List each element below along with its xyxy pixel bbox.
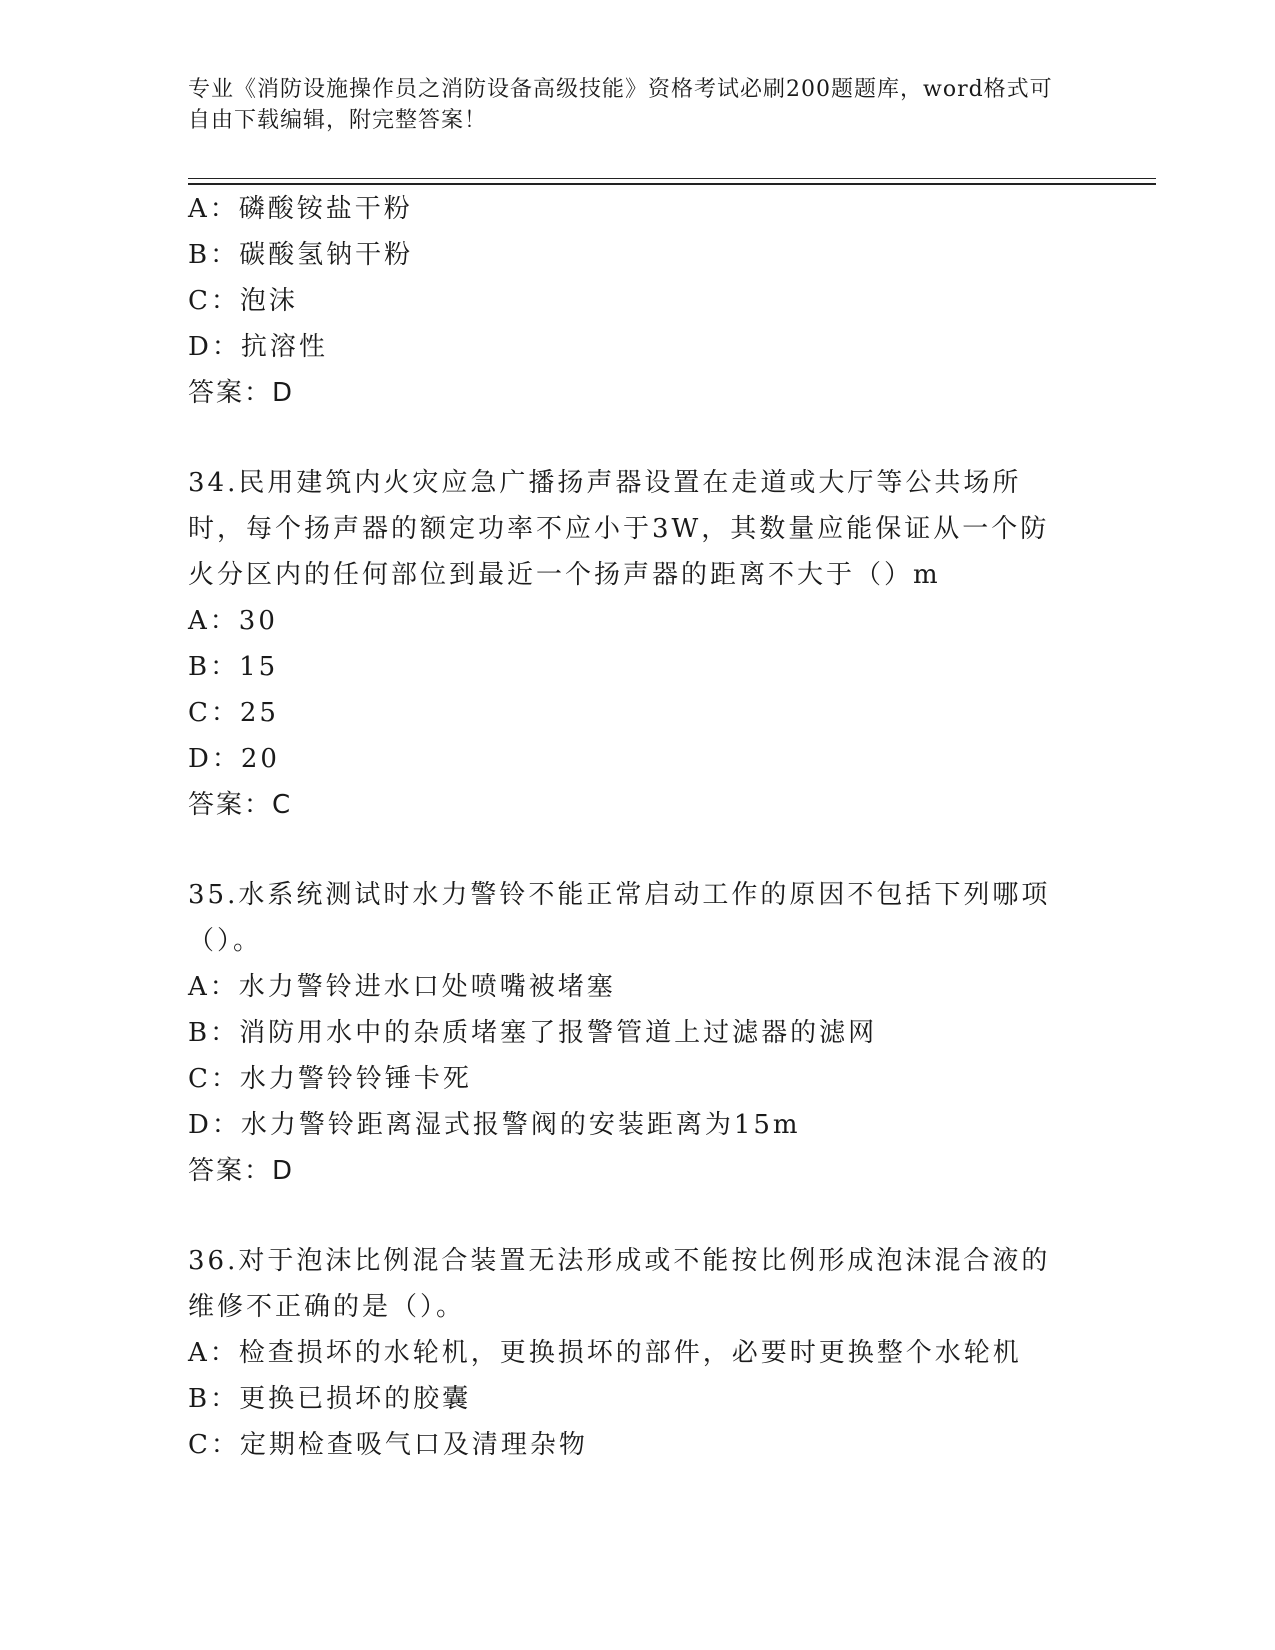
option-b: B：消防用水中的杂质堵塞了报警管道上过滤器的滤网: [188, 1018, 878, 1048]
option-c: C：25: [188, 698, 279, 728]
answer: 答案：D: [188, 378, 295, 408]
option-b: B：15: [188, 652, 279, 682]
option-d: D：20: [188, 744, 280, 774]
option-d: D：抗溶性: [188, 332, 328, 362]
question-34: [188, 460, 1088, 828]
option-b: B：碳酸氢钠干粉: [188, 240, 414, 270]
question-35: [188, 872, 1088, 1194]
option-a: A：磷酸铵盐干粉: [188, 194, 413, 224]
question-stem: 34.民用建筑内火灾应急广播扬声器设置在走道或大厅等公共场所时，每个扬声器的额定功率不应小于3W，其数量应能保证从一个防火分区内的任何部位到最近一个扬声器的距离不大于（）m: [188, 468, 1050, 590]
option-a: A：30: [188, 606, 278, 636]
document-header: 专业《消防设施操作员之消防设备高级技能》资格考试必刷200题题库，word格式可自由下载编辑，附完整答案！: [188, 77, 1053, 133]
question-stem: 35.水系统测试时水力警铃不能正常启动工作的原因不包括下列哪项（）。: [188, 880, 1051, 956]
question-36: [188, 1238, 1088, 1468]
header-divider-thick: [188, 183, 1156, 185]
option-b: B：更换已损坏的胶囊: [188, 1384, 472, 1414]
option-a: A：水力警铃进水口处喷嘴被堵塞: [188, 972, 616, 1002]
question-list: [188, 186, 1088, 1468]
option-c: C：泡沫: [188, 286, 298, 316]
question-33: [188, 186, 1088, 416]
option-c: C：定期检查吸气口及清理杂物: [188, 1430, 588, 1460]
header-divider-thin: [188, 178, 1156, 179]
option-c: C：水力警铃铃锤卡死: [188, 1064, 472, 1094]
question-stem: 36.对于泡沫比例混合装置无法形成或不能按比例形成泡沫混合液的维修不正确的是（）。: [188, 1246, 1051, 1322]
option-a: A：检查损坏的水轮机，更换损坏的部件，必要时更换整个水轮机: [188, 1338, 1022, 1368]
answer: 答案：D: [188, 1156, 295, 1186]
option-d: D：水力警铃距离湿式报警阀的安装距离为15m: [188, 1110, 801, 1140]
answer: 答案：C: [188, 790, 293, 820]
